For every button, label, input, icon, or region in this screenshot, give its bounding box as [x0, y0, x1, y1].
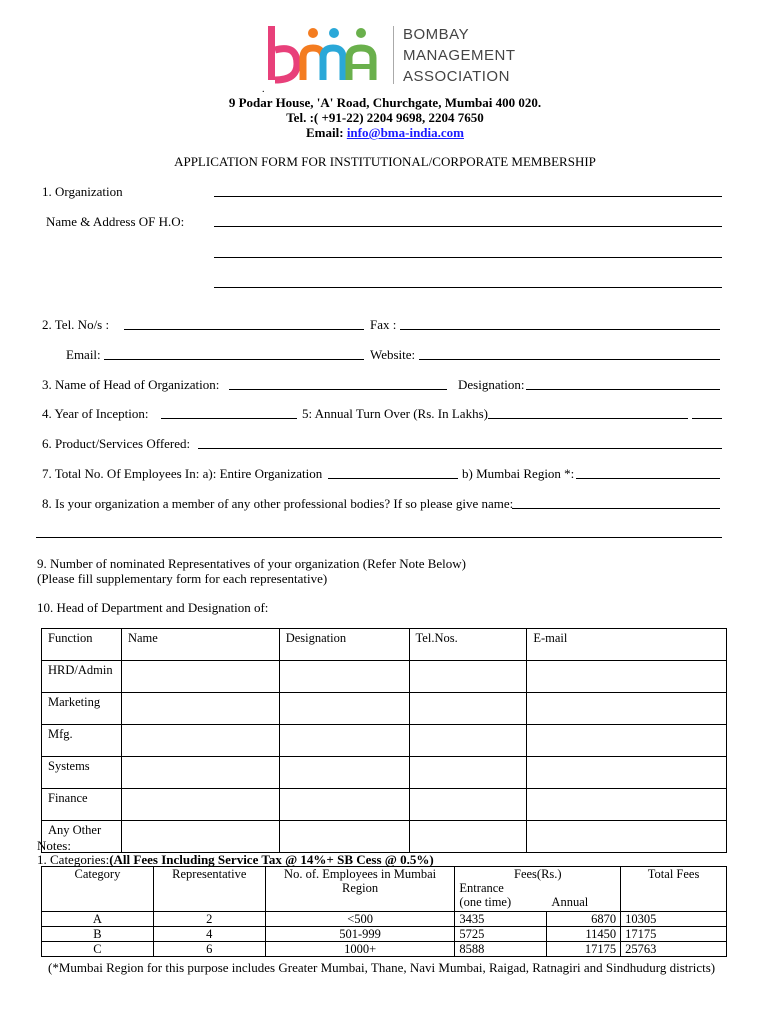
- cell-name[interactable]: [121, 661, 279, 693]
- field-address-line-2[interactable]: [214, 257, 722, 258]
- header-tel: Tel.Nos.: [409, 629, 527, 661]
- cell-name[interactable]: [121, 693, 279, 725]
- field-year-line[interactable]: [161, 418, 297, 419]
- cell-name[interactable]: [121, 821, 279, 853]
- table-row: [42, 725, 727, 757]
- fees-entrance: 3435: [455, 912, 547, 927]
- field-organization-line[interactable]: [214, 196, 722, 197]
- categories-note: (All Fees Including Service Tax @ 14%+ SB Cess @ 0.5%): [109, 852, 434, 867]
- fees-annual: 6870: [547, 912, 621, 927]
- form-title: APPLICATION FORM FOR INSTITUTIONAL/CORPORATE MEMBERSHIP: [174, 154, 596, 169]
- header-designation: Designation: [279, 629, 409, 661]
- address: 9 Podar House, 'A' Road, Churchgate, Mumbai 400 020.: [228, 95, 542, 110]
- field-mumbai-region-line[interactable]: [576, 478, 720, 479]
- table-row: [42, 661, 727, 693]
- field-tel-line[interactable]: [124, 329, 364, 330]
- row-function: Finance: [42, 789, 122, 821]
- cell-tel[interactable]: [409, 789, 527, 821]
- row-function: HRD/Admin: [42, 661, 122, 693]
- table-row: [42, 693, 727, 725]
- field-bodies-label: 8. Is your organization a member of any other professional bodies? If so please give name:: [42, 496, 514, 511]
- field-tel-label: 2. Tel. No/s :: [42, 317, 110, 332]
- header-email: E-mail: [527, 629, 727, 661]
- row-function: Systems: [42, 757, 122, 789]
- section-10-label: 10. Head of Department and Designation of:: [37, 600, 269, 615]
- cell-designation[interactable]: [279, 725, 409, 757]
- fees-header-entrance-sub: [455, 895, 620, 909]
- fees-row: [42, 942, 727, 957]
- field-fax-label: Fax :: [370, 317, 397, 332]
- logo-divider: [393, 26, 394, 84]
- field-turnover-label: 5: Annual Turn Over (Rs. In Lakhs): [302, 406, 488, 421]
- field-products-label: 6. Product/Services Offered:: [42, 436, 191, 451]
- cell-email[interactable]: [527, 789, 727, 821]
- fees-header-employees-2: Region: [342, 881, 379, 895]
- field-head-label: 3. Name of Head of Organization:: [42, 377, 220, 392]
- fees-header-category: Category: [42, 867, 154, 912]
- email-label: Email:: [306, 125, 347, 140]
- fees-header-employees: [265, 867, 455, 912]
- cell-designation[interactable]: [279, 661, 409, 693]
- fees-row: [42, 912, 727, 927]
- field-email-label: Email:: [66, 347, 101, 362]
- field-head-line[interactable]: [229, 389, 447, 390]
- section-9-line-1: 9. Number of nominated Representatives of your organization (Refer Note Below): [37, 556, 466, 571]
- field-email-line[interactable]: [104, 359, 364, 360]
- fees-emp: 1000+: [265, 942, 455, 957]
- field-designation-line[interactable]: [526, 389, 720, 390]
- field-address-label: Name & Address OF H.O:: [46, 214, 185, 229]
- field-turnover-line[interactable]: [488, 418, 688, 419]
- bma-logo-mark: [265, 24, 390, 86]
- row-function: Marketing: [42, 693, 122, 725]
- field-website-line[interactable]: [419, 359, 720, 360]
- fees-total: 25763: [621, 942, 727, 957]
- field-mumbai-region-label: b) Mumbai Region *:: [462, 466, 575, 481]
- email-link[interactable]: info@bma-india.com: [346, 125, 464, 140]
- cell-tel[interactable]: [409, 757, 527, 789]
- fees-header-employees-1: No. of. Employees in Mumbai: [284, 867, 437, 881]
- cell-name[interactable]: [121, 757, 279, 789]
- logo: [265, 22, 516, 88]
- row-function: Mfg.: [42, 725, 122, 757]
- table-header-row: [42, 629, 727, 661]
- table-row: [42, 757, 727, 789]
- fees-rep: 2: [153, 912, 265, 927]
- fees-entrance: 5725: [455, 927, 547, 942]
- logo-line-3: ASSOCIATION: [403, 68, 510, 85]
- fees-cat: C: [42, 942, 154, 957]
- header-name: Name: [121, 629, 279, 661]
- cell-email[interactable]: [527, 757, 727, 789]
- table-row: [42, 789, 727, 821]
- notes-label: Notes:: [37, 838, 71, 853]
- field-address-line-1[interactable]: [214, 226, 722, 227]
- fees-annual: 11450: [547, 927, 621, 942]
- section-9-line-2: (Please fill supplementary form for each representative): [37, 571, 328, 586]
- cell-designation[interactable]: [279, 693, 409, 725]
- fees-header-onetime: (one time): [459, 895, 512, 909]
- field-designation-label: Designation:: [458, 377, 525, 392]
- email-line: [0, 125, 770, 141]
- fees-cat: B: [42, 927, 154, 942]
- fees-entrance: 8588: [455, 942, 547, 957]
- fees-header-entrance: Entrance: [459, 881, 504, 895]
- cell-email[interactable]: [527, 661, 727, 693]
- cell-name[interactable]: [121, 725, 279, 757]
- cell-name[interactable]: [121, 789, 279, 821]
- cell-tel[interactable]: [409, 661, 527, 693]
- fees-header-row: [42, 867, 727, 912]
- cell-tel[interactable]: [409, 693, 527, 725]
- fees-header-representative: Representative: [153, 867, 265, 912]
- fees-table: [41, 866, 727, 957]
- fees-total: 10305: [621, 912, 727, 927]
- cell-designation[interactable]: [279, 821, 409, 853]
- cell-tel[interactable]: [409, 821, 527, 853]
- fees-header-total: Total Fees: [621, 867, 727, 912]
- fees-header-annual: Annual: [551, 895, 589, 909]
- cell-email[interactable]: [527, 693, 727, 725]
- fees-cat: A: [42, 912, 154, 927]
- cell-designation[interactable]: [279, 757, 409, 789]
- field-organization-label: 1. Organization: [42, 184, 123, 199]
- department-table: [41, 628, 727, 853]
- fees-rep: 4: [153, 927, 265, 942]
- field-fax-line[interactable]: [400, 329, 720, 330]
- fees-header-fees-title: Fees(Rs.): [514, 867, 562, 881]
- mumbai-region-footnote: (*Mumbai Region for this purpose includes Greater Mumbai, Thane, Navi Mumbai, Raigad, Ratnagiri and Sindhudurg districts): [48, 960, 716, 975]
- table-row: [42, 821, 727, 853]
- header-function: Function: [42, 629, 122, 661]
- fees-header-fees: [455, 867, 621, 912]
- row-function: Any Other: [42, 821, 122, 853]
- cell-email[interactable]: [527, 821, 727, 853]
- fees-emp: <500: [265, 912, 455, 927]
- field-turnover-line-2[interactable]: [692, 418, 722, 419]
- field-bodies-line[interactable]: [512, 508, 720, 509]
- field-employees-label: 7. Total No. Of Employees In: a): Entire Organization: [42, 466, 323, 481]
- cell-email[interactable]: [527, 725, 727, 757]
- field-products-line[interactable]: [198, 448, 722, 449]
- fees-row: [42, 927, 727, 942]
- fees-emp: 501-999: [265, 927, 455, 942]
- logo-line-1: BOMBAY: [403, 26, 470, 43]
- field-year-label: 4. Year of Inception:: [42, 406, 149, 421]
- telephone: Tel. :( +91-22) 2204 9698, 2204 7650: [286, 110, 484, 125]
- logo-line-2: MANAGEMENT: [403, 47, 516, 64]
- categories-prefix: 1. Categories:: [37, 852, 110, 867]
- cell-designation[interactable]: [279, 789, 409, 821]
- cell-tel[interactable]: [409, 725, 527, 757]
- fees-total: 17175: [621, 927, 727, 942]
- field-address-line-3[interactable]: [214, 287, 722, 288]
- field-employees-line[interactable]: [328, 478, 458, 479]
- field-bodies-line-2[interactable]: [36, 537, 722, 538]
- dot-mark: .: [262, 84, 265, 95]
- fees-annual: 17175: [547, 942, 621, 957]
- field-website-label: Website:: [370, 347, 416, 362]
- fees-rep: 6: [153, 942, 265, 957]
